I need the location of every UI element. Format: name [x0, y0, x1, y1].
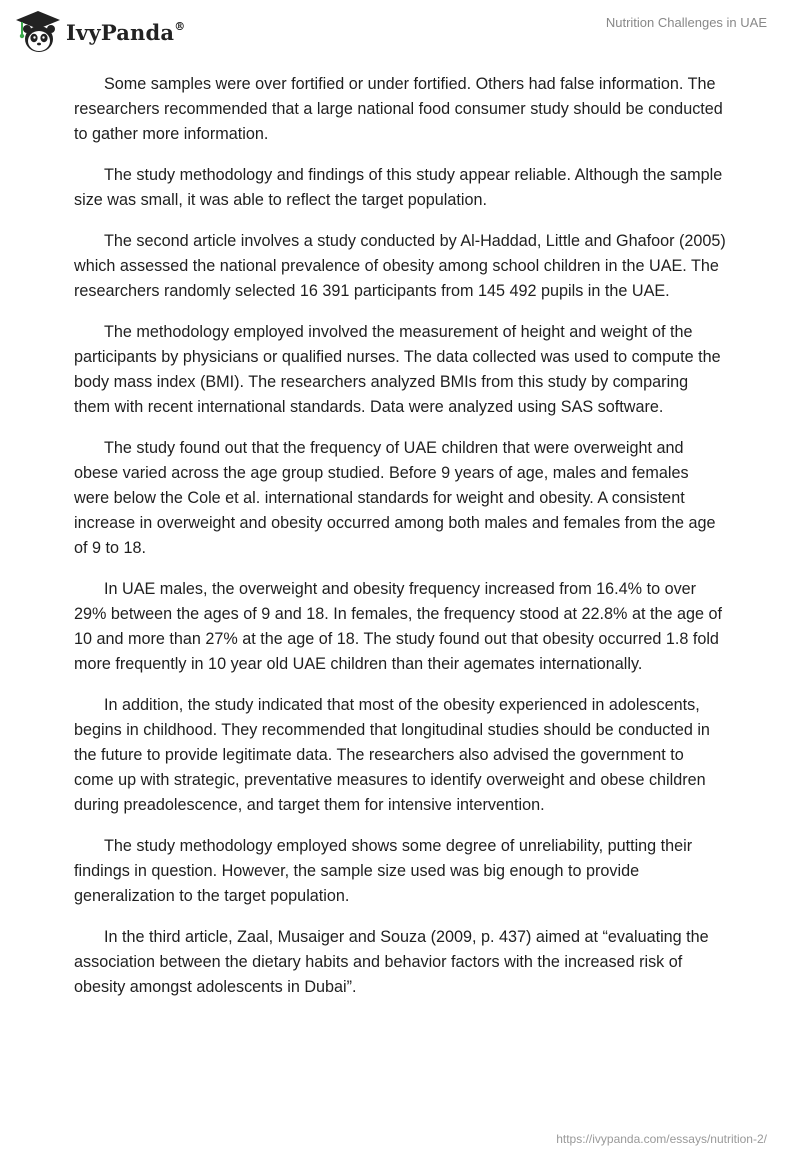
paragraph: The study methodology employed shows some degree of unreliability, putting their findings in question. However, the sample size used was big enough to provide generalization to the target population.: [74, 837, 693, 905]
brand-name: [66, 20, 185, 45]
paragraph: The methodology employed involved the measurement of height and weight of the participants by physicians or qualified nurses. The data collected was used to compute the body mass index (BMI). The researchers analyzed BMIs from this study by comparing them with recent international standards. Data were analyzed using SAS software.: [74, 323, 721, 416]
paragraph: In UAE males, the overweight and obesity frequency increased from 16.4% to over 29% between the ages of 9 and 18. In females, the frequency stood at 22.8% at the age of 10 and more than 27% at the age of 18. The study found out that obesity occurred 1.8 fold more frequently in 10 year old UAE children than their agemates internationally.: [74, 580, 722, 673]
registered-mark: ®: [174, 19, 186, 33]
document-title: Nutrition Challenges in UAE: [605, 15, 767, 30]
brand-name-text: IvyPanda: [66, 19, 175, 45]
panda-graduate-icon: [14, 9, 62, 55]
paragraph: In addition, the study indicated that most of the obesity experienced in adolescents, begins in childhood. They recommended that longitudinal studies should be conducted in the future to provide legitimate data. The researchers also advised the government to come up with strategic, preventative measures to identify overweight and obese children during preadolescence, and target them for intensive intervention.: [74, 696, 710, 814]
source-url-link[interactable]: https://ivypanda.com/essays/nutrition-2/: [556, 1132, 767, 1146]
paragraph: The study found out that the frequency of UAE children that were overweight and obese varied across the age group studied. Before 9 years of age, males and females were below the Cole et al. international standards for weight and obesity. A consistent increase in overweight and obesity occurred among both males and females from the age of 9 to 18.: [74, 439, 716, 557]
paragraph: Some samples were over fortified or under fortified. Others had false information. The researchers recommended that a large national food consumer study should be conducted to gather more information.: [74, 75, 723, 143]
page-header: [0, 0, 800, 60]
paragraph: The second article involves a study conducted by Al-Haddad, Little and Ghafoor (2005) which assessed the national prevalence of obesity among school children in the UAE. The researchers randomly selected 16 391 participants from 145 492 pupils in the UAE.: [74, 232, 726, 300]
essay-body: [74, 72, 726, 1016]
paragraph: In the third article, Zaal, Musaiger and Souza (2009, p. 437) aimed at “evaluating the association between the dietary habits and behavior factors with the increased risk of obesity amongst adolescents in Dubai”.: [74, 928, 709, 996]
paragraph: The study methodology and findings of this study appear reliable. Although the sample size was small, it was able to reflect the target population.: [74, 166, 723, 209]
brand-logo[interactable]: [14, 9, 185, 55]
